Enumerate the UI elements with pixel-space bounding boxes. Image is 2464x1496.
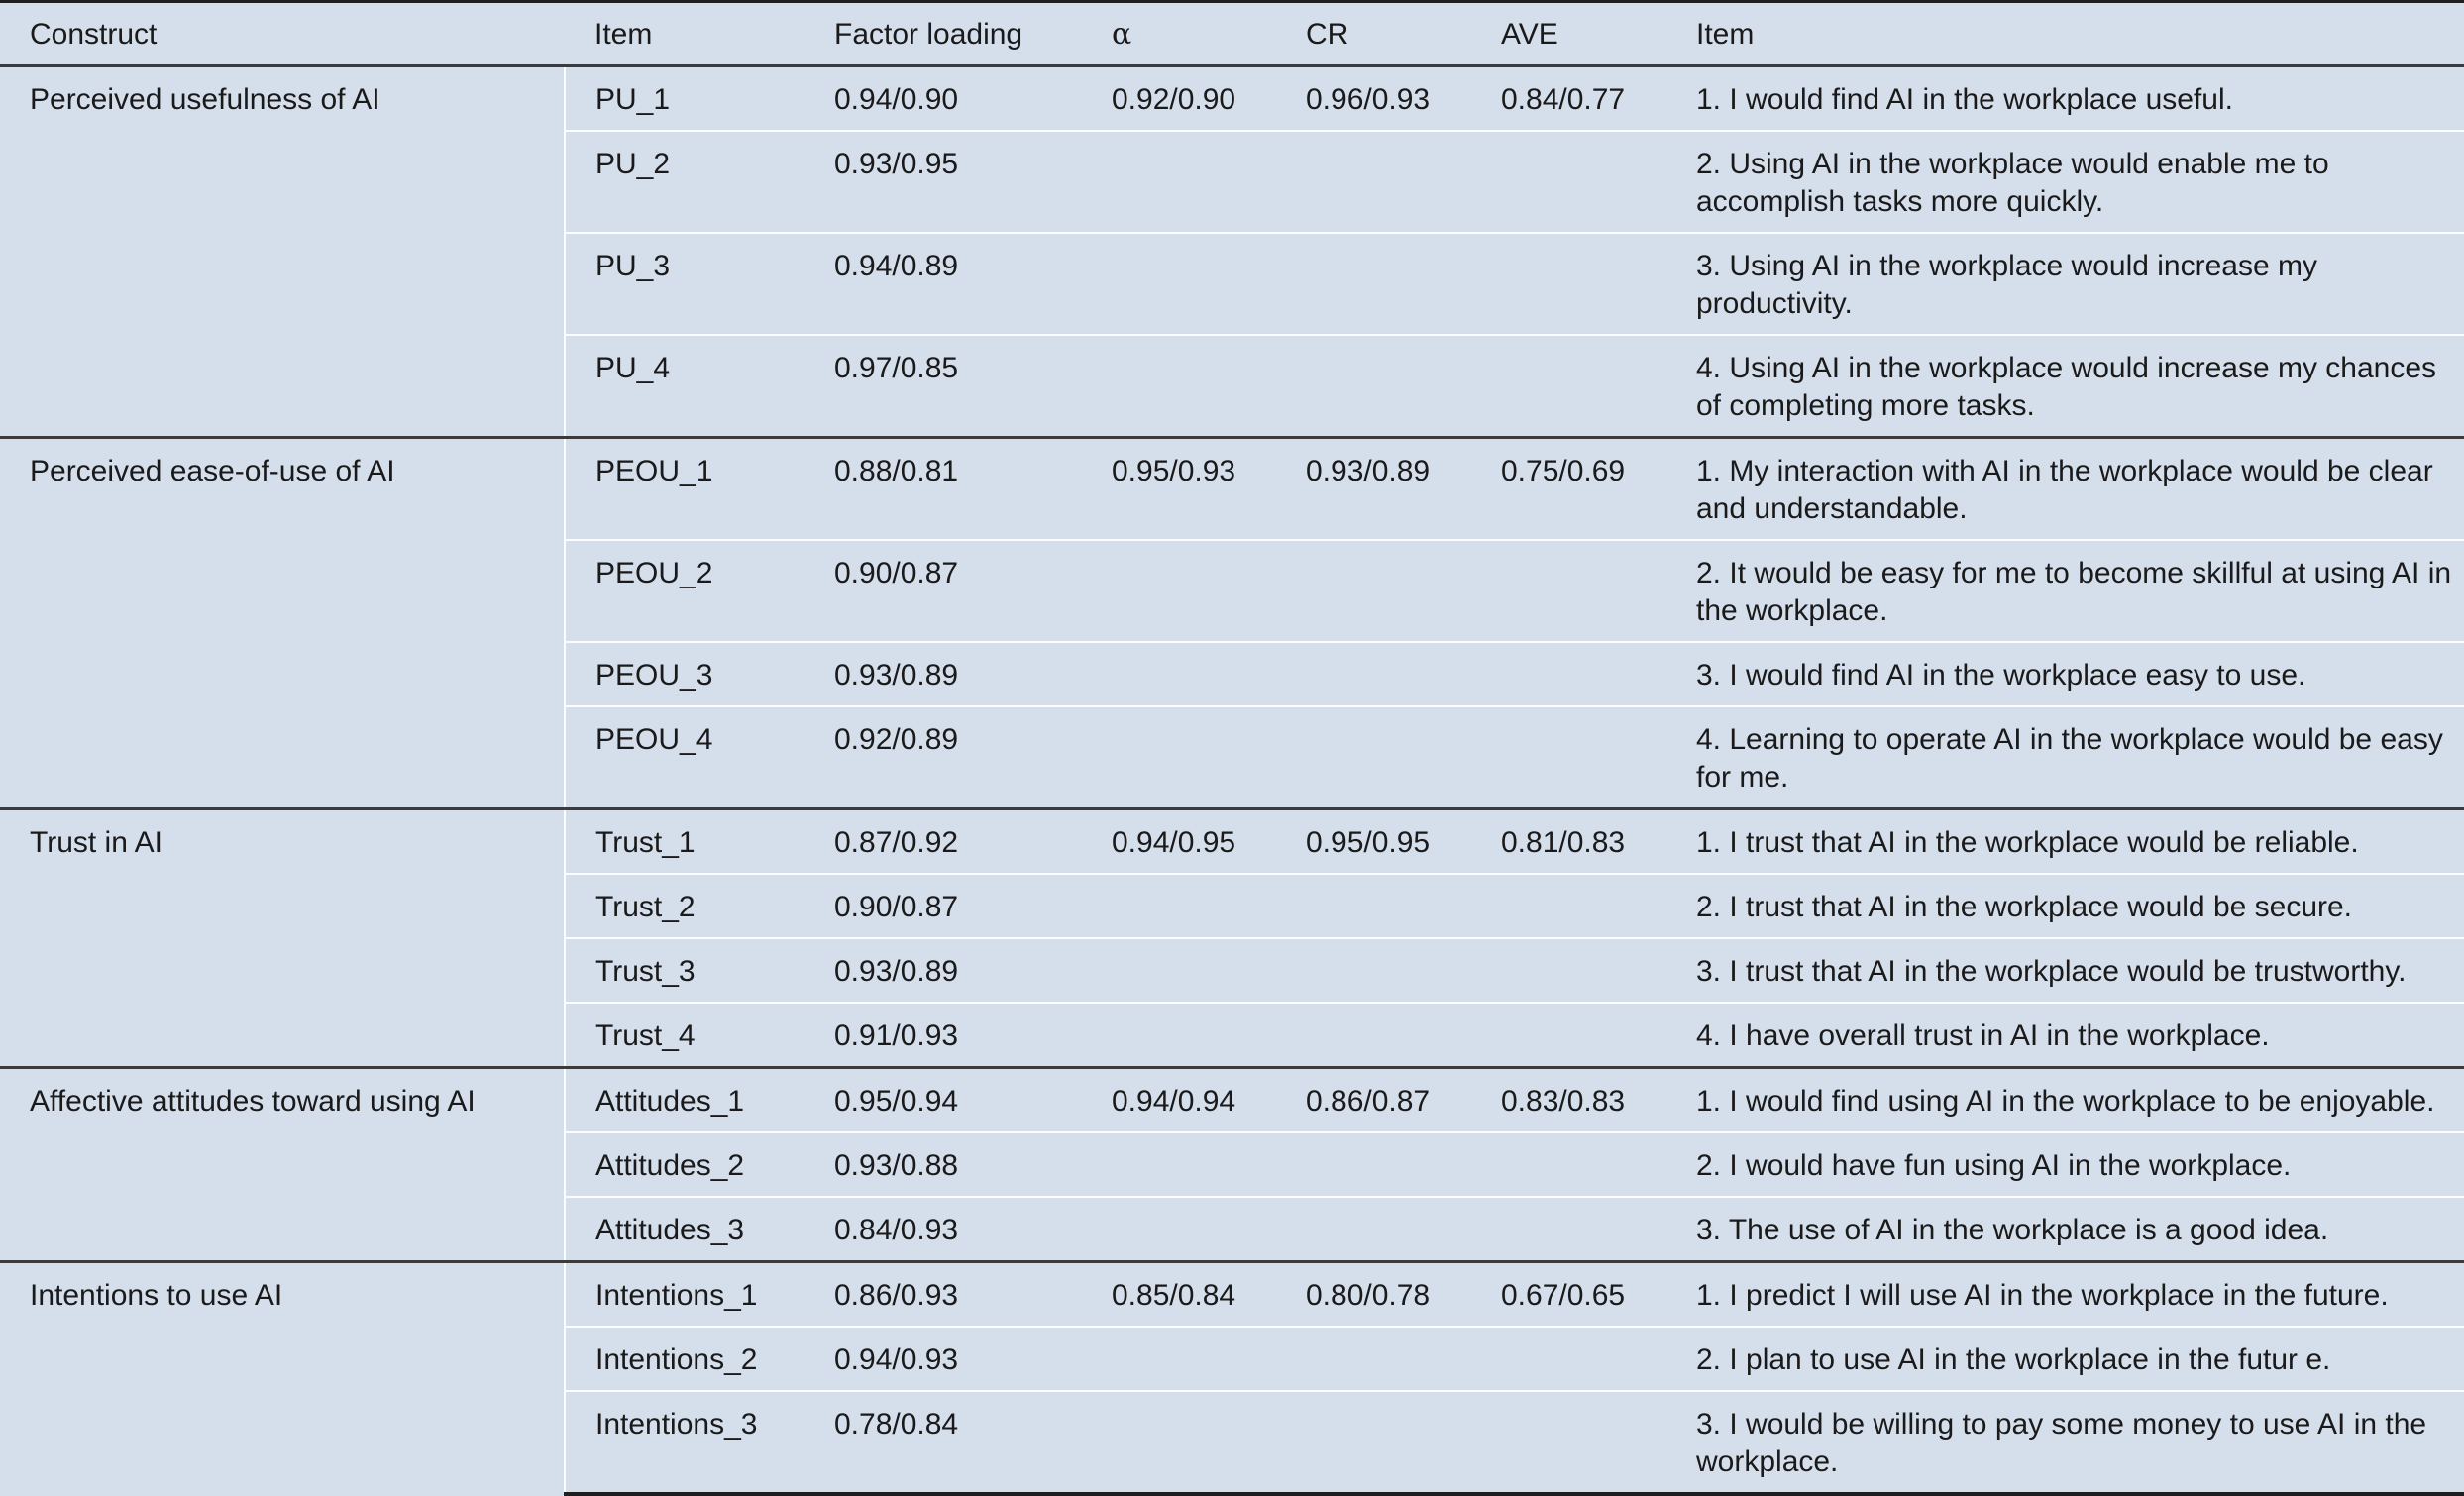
item-code: Trust_2: [565, 874, 804, 938]
factor-loading: 0.84/0.93: [804, 1197, 1082, 1262]
cr-value: [1276, 335, 1471, 438]
item-code: PU_1: [565, 66, 804, 132]
alpha-value: [1082, 540, 1276, 642]
factor-loading: 0.78/0.84: [804, 1391, 1082, 1494]
ave-value: [1471, 1327, 1666, 1391]
alpha-value: 0.94/0.94: [1082, 1068, 1276, 1133]
alpha-value: [1082, 233, 1276, 335]
cr-value: 0.86/0.87: [1276, 1068, 1471, 1133]
item-text: 3. Using AI in the workplace would increase my productivity.: [1666, 233, 2464, 335]
ave-value: [1471, 1391, 1666, 1494]
ave-value: [1471, 938, 1666, 1003]
cr-value: 0.95/0.95: [1276, 809, 1471, 875]
item-text: 2. It would be easy for me to become skillful at using AI in the workplace.: [1666, 540, 2464, 642]
alpha-value: [1082, 335, 1276, 438]
cr-value: [1276, 233, 1471, 335]
item-code: Attitudes_3: [565, 1197, 804, 1262]
ave-value: [1471, 233, 1666, 335]
factor-loading: 0.97/0.85: [804, 335, 1082, 438]
ave-value: [1471, 335, 1666, 438]
item-text: 1. I would find using AI in the workplace to be enjoyable.: [1666, 1068, 2464, 1133]
table-row: [0, 438, 2464, 541]
header-ave: AVE: [1501, 18, 1558, 51]
factor-loading: 0.92/0.89: [804, 706, 1082, 809]
factor-loading: 0.90/0.87: [804, 874, 1082, 938]
construct-cell: Affective attitudes toward using AI: [0, 1068, 565, 1262]
ave-value: [1471, 1132, 1666, 1197]
construct-cell: Perceived ease-of-use of AI: [0, 438, 565, 809]
item-code: Attitudes_2: [565, 1132, 804, 1197]
cr-value: [1276, 540, 1471, 642]
header-factor-loading: Factor loading: [834, 18, 1023, 51]
factor-loading: 0.86/0.93: [804, 1262, 1082, 1328]
cr-value: 0.93/0.89: [1276, 438, 1471, 541]
item-text: 2. I plan to use AI in the workplace in the futur e.: [1666, 1327, 2464, 1391]
cr-value: [1276, 1003, 1471, 1068]
alpha-value: [1082, 1391, 1276, 1494]
alpha-value: [1082, 642, 1276, 706]
ave-value: 0.67/0.65: [1471, 1262, 1666, 1328]
cr-value: [1276, 131, 1471, 233]
item-code: PEOU_2: [565, 540, 804, 642]
construct-cell: Perceived usefulness of AI: [0, 66, 565, 438]
item-code: Trust_3: [565, 938, 804, 1003]
alpha-value: [1082, 706, 1276, 809]
ave-value: [1471, 642, 1666, 706]
item-code: Trust_4: [565, 1003, 804, 1068]
item-text: 2. I would have fun using AI in the workplace.: [1666, 1132, 2464, 1197]
item-code: PU_2: [565, 131, 804, 233]
ave-value: [1471, 131, 1666, 233]
table-row: [0, 809, 2464, 875]
factor-loading: 0.94/0.93: [804, 1327, 1082, 1391]
alpha-value: [1082, 131, 1276, 233]
construct-cell: Intentions to use AI: [0, 1262, 565, 1495]
cr-value: 0.96/0.93: [1276, 66, 1471, 132]
cr-value: [1276, 642, 1471, 706]
item-text: 3. I would be willing to pay some money to use AI in the workplace.: [1666, 1391, 2464, 1494]
item-code: PEOU_1: [565, 438, 804, 541]
item-text: 3. The use of AI in the workplace is a good idea.: [1666, 1197, 2464, 1262]
header-cr: CR: [1306, 18, 1349, 51]
item-text: 4. Learning to operate AI in the workplace would be easy for me.: [1666, 706, 2464, 809]
ave-value: [1471, 706, 1666, 809]
alpha-value: 0.85/0.84: [1082, 1262, 1276, 1328]
table-header-row: [0, 2, 2464, 66]
alpha-value: [1082, 874, 1276, 938]
item-text: 1. My interaction with AI in the workplace would be clear and understandable.: [1666, 438, 2464, 541]
table-row: [0, 66, 2464, 132]
ave-value: 0.83/0.83: [1471, 1068, 1666, 1133]
item-code: Intentions_1: [565, 1262, 804, 1328]
item-text: 3. I would find AI in the workplace easy to use.: [1666, 642, 2464, 706]
cr-value: [1276, 938, 1471, 1003]
cr-value: [1276, 706, 1471, 809]
factor-loading: 0.93/0.88: [804, 1132, 1082, 1197]
ave-value: 0.81/0.83: [1471, 809, 1666, 875]
factor-loading: 0.90/0.87: [804, 540, 1082, 642]
header-item-text: Item: [1696, 18, 1755, 51]
cr-value: [1276, 1327, 1471, 1391]
ave-value: [1471, 1197, 1666, 1262]
item-code: Intentions_2: [565, 1327, 804, 1391]
item-code: Trust_1: [565, 809, 804, 875]
factor-loading: 0.88/0.81: [804, 438, 1082, 541]
factor-loading: 0.87/0.92: [804, 809, 1082, 875]
alpha-value: 0.94/0.95: [1082, 809, 1276, 875]
table-row: [0, 1262, 2464, 1328]
ave-value: 0.75/0.69: [1471, 438, 1666, 541]
cr-value: [1276, 1132, 1471, 1197]
item-text: 1. I would find AI in the workplace useful.: [1666, 66, 2464, 132]
item-text: 2. I trust that AI in the workplace would be secure.: [1666, 874, 2464, 938]
item-code: PU_4: [565, 335, 804, 438]
alpha-value: 0.95/0.93: [1082, 438, 1276, 541]
ave-value: [1471, 540, 1666, 642]
alpha-value: [1082, 1327, 1276, 1391]
ave-value: [1471, 874, 1666, 938]
cr-value: [1276, 1391, 1471, 1494]
alpha-value: [1082, 1197, 1276, 1262]
alpha-value: [1082, 938, 1276, 1003]
header-construct: Construct: [30, 18, 158, 51]
item-code: Attitudes_1: [565, 1068, 804, 1133]
cr-value: [1276, 1197, 1471, 1262]
factor-loading: 0.94/0.89: [804, 233, 1082, 335]
factor-loading: 0.94/0.90: [804, 66, 1082, 132]
item-code: PEOU_4: [565, 706, 804, 809]
cr-value: 0.80/0.78: [1276, 1262, 1471, 1328]
item-code: PU_3: [565, 233, 804, 335]
factor-loading: 0.93/0.89: [804, 938, 1082, 1003]
factor-loading: 0.91/0.93: [804, 1003, 1082, 1068]
alpha-value: 0.92/0.90: [1082, 66, 1276, 132]
item-text: 1. I predict I will use AI in the workplace in the future.: [1666, 1262, 2464, 1328]
item-text: 4. Using AI in the workplace would increase my chances of completing more tasks.: [1666, 335, 2464, 438]
header-item-code: Item: [594, 18, 653, 51]
factor-loading: 0.93/0.95: [804, 131, 1082, 233]
factor-loading: 0.93/0.89: [804, 642, 1082, 706]
item-text: 1. I trust that AI in the workplace would be reliable.: [1666, 809, 2464, 875]
construct-cell: Trust in AI: [0, 809, 565, 1068]
alpha-value: [1082, 1132, 1276, 1197]
item-text: 2. Using AI in the workplace would enable me to accomplish tasks more quickly.: [1666, 131, 2464, 233]
ave-value: 0.84/0.77: [1471, 66, 1666, 132]
cr-value: [1276, 874, 1471, 938]
item-text: 3. I trust that AI in the workplace would be trustworthy.: [1666, 938, 2464, 1003]
alpha-value: [1082, 1003, 1276, 1068]
factor-loading: 0.95/0.94: [804, 1068, 1082, 1133]
item-text: 4. I have overall trust in AI in the workplace.: [1666, 1003, 2464, 1068]
ave-value: [1471, 1003, 1666, 1068]
item-code: PEOU_3: [565, 642, 804, 706]
item-code: Intentions_3: [565, 1391, 804, 1494]
table-row: [0, 1068, 2464, 1133]
header-alpha: α: [1112, 17, 1132, 52]
